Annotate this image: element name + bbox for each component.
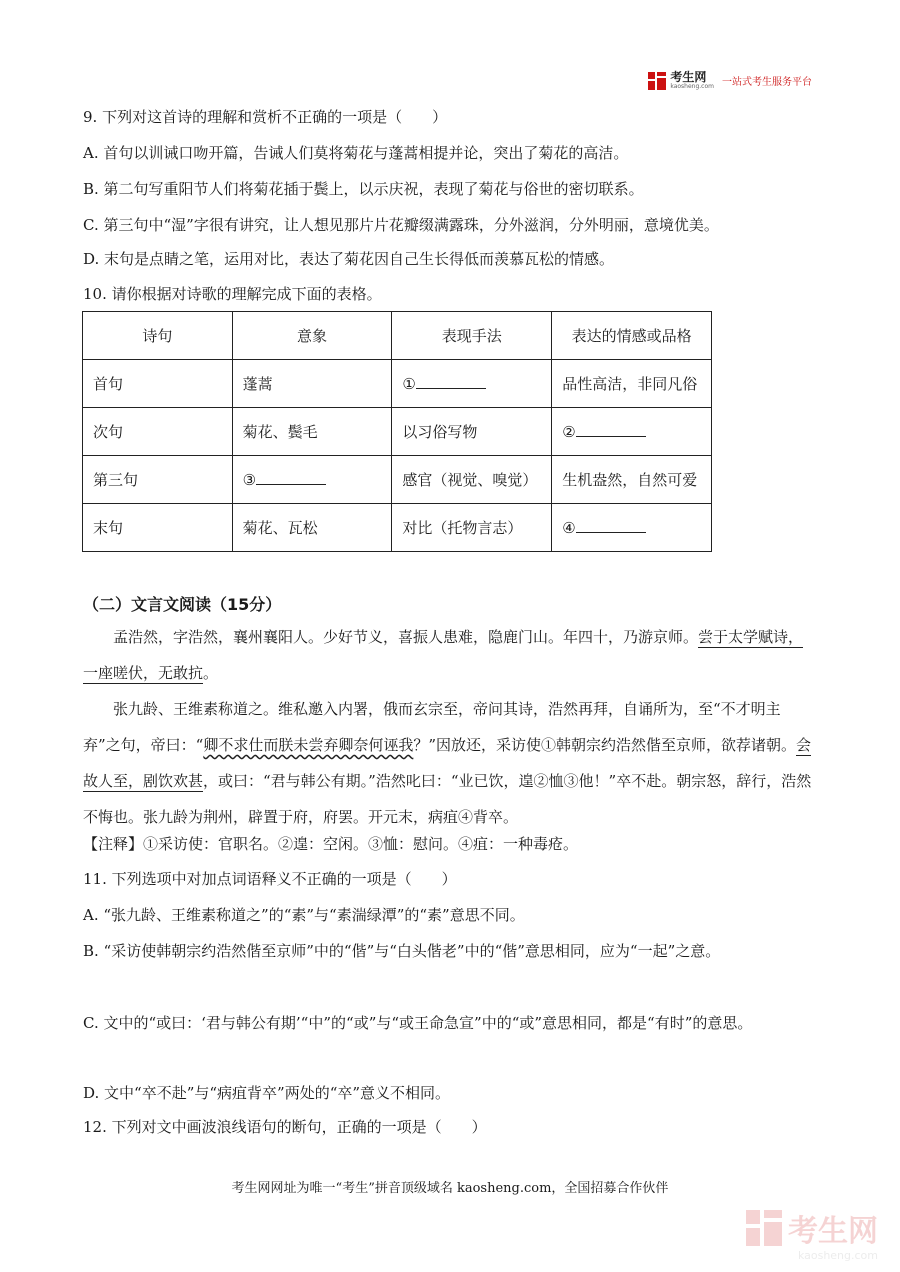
blank-number: ④ xyxy=(562,518,576,537)
annotation-note: 【注释】①采访使：官职名。②遑：空闲。③恤：慰问。④疽：一种毒疮。 xyxy=(83,835,579,853)
q11-option-a: A. “张九龄、王维素称道之”的“素”与“素湍绿潭”的“素”意思不同。 xyxy=(83,906,525,924)
table-row xyxy=(83,456,712,504)
table-cell: 首句 xyxy=(83,360,233,408)
passage-text: 孟浩然，字浩然，襄州襄阳人。少好节义，喜振人患难，隐鹿门山。年四十，乃游京师。 xyxy=(113,628,699,646)
q9-option-b: B. 第二句写重阳节人们将菊花插于鬓上，以示庆祝，表现了菊花与俗世的密切联系。 xyxy=(83,180,644,198)
table-header-cell: 诗句 xyxy=(83,312,233,360)
page-footer: 考生网网址为唯一“考生”拼音顶级域名 kaosheng.com，全国招募合作伙伴 xyxy=(231,1181,669,1196)
answer-blank[interactable] xyxy=(416,376,486,389)
q9-stem: 9. 下列对这首诗的理解和赏析不正确的一项是（ ） xyxy=(83,108,448,126)
table-cell: 蓬蒿 xyxy=(232,360,392,408)
watermark-domain: kaosheng.com xyxy=(797,1249,878,1262)
blank-number: ③ xyxy=(242,470,257,489)
table-row xyxy=(83,408,712,456)
q10-stem: 10. 请你根据对诗歌的理解完成下面的表格。 xyxy=(83,285,382,303)
table-cell: 以习俗写物 xyxy=(392,408,552,456)
table-cell-blank[interactable] xyxy=(232,456,392,504)
table-cell: 菊花、瓦松 xyxy=(232,504,392,552)
table-cell-blank[interactable] xyxy=(552,504,712,552)
underlined-sentence: 会故人至，剧饮欢甚 xyxy=(83,736,812,790)
wavy-underlined-sentence: 卿不求仕而朕未尝弃卿奈何诬我 xyxy=(203,736,414,754)
logo-mark-icon xyxy=(648,72,666,90)
q11-stem: 11. 下列选项中对加点词语释义不正确的一项是（ ） xyxy=(83,870,457,888)
passage-text: ，或曰：“君与韩公有期。”浩然叱曰：“业已饮，遑②恤③他！”卒不赴。朝宗怒，辞行，浩然不悔也。张九龄为荆州，辟置于府，府罢。开元末，病疽④背卒。 xyxy=(83,772,812,826)
watermark-logo-icon xyxy=(746,1210,782,1246)
passage-text: ？”因放还，采访使①韩朝宗约浩然偕至京师，欲荐诸朝。 xyxy=(413,736,797,754)
table-cell-blank[interactable] xyxy=(392,360,552,408)
table-cell: 菊花、鬓毛 xyxy=(232,408,392,456)
table-cell: 生机盎然，自然可爱 xyxy=(552,456,712,504)
underlined-sentence: 尝于太学赋诗，一座嗟伏，无敢抗 xyxy=(83,628,804,682)
table-header-cell: 意象 xyxy=(232,312,392,360)
table-cell: 末句 xyxy=(83,504,233,552)
passage-paragraph-1 xyxy=(83,619,813,691)
table-row xyxy=(83,360,712,408)
table-cell: 次句 xyxy=(83,408,233,456)
table-cell: 品性高洁，非同凡俗 xyxy=(552,360,712,408)
q9-option-c: C. 第三句中“湿”字很有讲究，让人想见那片片花瓣缀满露珠，分外滋润，分外明丽，意境优美。 xyxy=(83,216,719,234)
header-logo[interactable] xyxy=(648,71,812,90)
answer-blank[interactable] xyxy=(256,472,326,485)
logo-domain: kaosheng.com xyxy=(670,83,714,90)
q11-option-d: D. 文中“卒不赴”与“病疽背卒”两处的“卒”意义不相同。 xyxy=(83,1084,451,1102)
passage-text: 。 xyxy=(203,664,219,682)
table-header-cell: 表现手法 xyxy=(392,312,552,360)
section-title: （二）文言文阅读（15分） xyxy=(83,595,282,614)
table-cell: 感官（视觉、嗅觉） xyxy=(392,456,552,504)
q11-option-b: B. “采访使韩朝宗约浩然偕至京师”中的“偕”与“白头偕老”中的“偕”意思相同，应为“一起”之意。 xyxy=(83,942,721,960)
table-cell: 对比（托物言志） xyxy=(392,504,552,552)
table-row xyxy=(83,504,712,552)
q9-option-a: A. 首句以训诫口吻开篇，告诫人们莫将菊花与蓬蒿相提并论，突出了菊花的高洁。 xyxy=(83,144,629,162)
logo-name: 考生网 xyxy=(670,70,707,84)
table-header-cell: 表达的情感或品格 xyxy=(552,312,712,360)
logo-slogan: 一站式考生服务平台 xyxy=(722,77,812,88)
table-cell-blank[interactable] xyxy=(552,408,712,456)
answer-blank[interactable] xyxy=(576,520,646,533)
q11-option-c: C. 文中的“或曰：‘君与韩公有期’“中”的“或”与“或王命急宣”中的“或”意思相同，都是“有时”的意思。 xyxy=(83,1014,753,1032)
watermark-name: 考生网 xyxy=(788,1214,878,1249)
q9-option-d: D. 末句是点睛之笔，运用对比，表达了菊花因自己生长得低而羡慕瓦松的情感。 xyxy=(83,250,615,268)
watermark xyxy=(746,1206,878,1262)
table-header-row xyxy=(83,312,712,360)
poem-table xyxy=(82,311,712,552)
blank-number: ① xyxy=(402,374,416,393)
passage-text: 张九龄、王维素称道之。维私邀入内署，俄而玄宗至，帝问其诗，浩然再拜，自诵所为，至“不才明主弃”之句，帝曰：“ xyxy=(83,700,781,754)
q12-stem: 12. 下列对文中画波浪线语句的断句，正确的一项是（ ） xyxy=(83,1118,487,1136)
table-cell: 第三句 xyxy=(83,456,233,504)
blank-number: ② xyxy=(562,422,576,441)
passage-paragraph-2 xyxy=(83,691,813,835)
answer-blank[interactable] xyxy=(576,424,646,437)
